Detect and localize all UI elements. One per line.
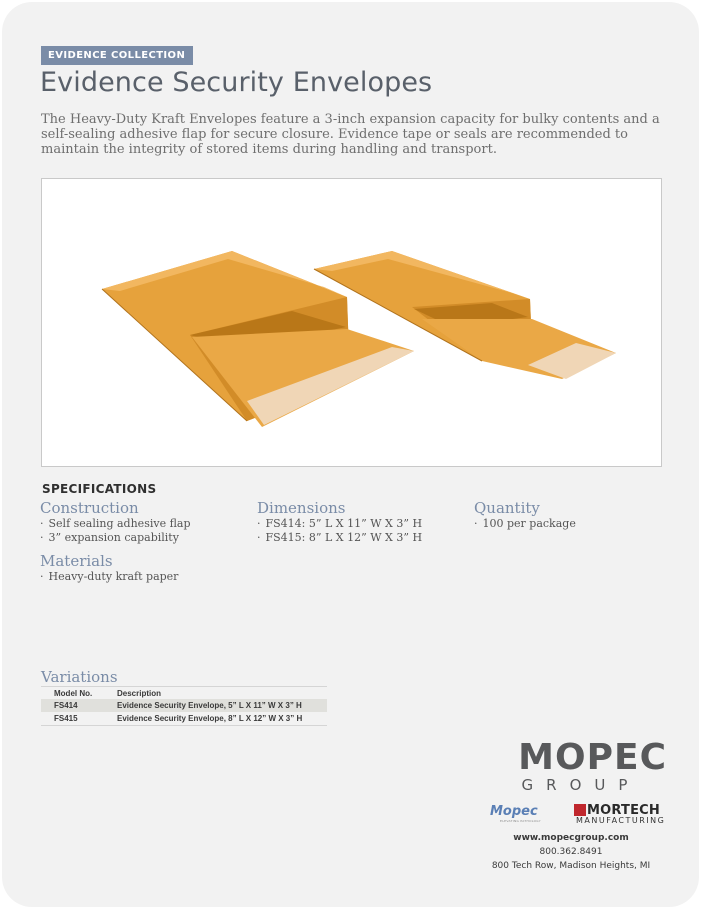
mortech-sub-logo-subtitle: MANUFACTURING — [576, 816, 666, 825]
spec-quantity-title: Quantity — [474, 499, 540, 517]
table-row — [41, 712, 327, 726]
spec-construction-item: · 3” expansion capability — [40, 531, 191, 545]
product-photo — [41, 178, 662, 467]
spec-quantity-item: · 100 per package — [474, 517, 576, 531]
spec-materials-item: · Heavy-duty kraft paper — [40, 570, 178, 584]
variations-title: Variations — [41, 668, 118, 686]
spec-sheet-page — [2, 2, 699, 907]
mortech-square-icon — [574, 804, 586, 816]
logo-mopec-wordmark: MOPEC — [518, 737, 667, 778]
specifications-heading: SPECIFICATIONS — [42, 482, 157, 496]
spec-construction-title: Construction — [40, 499, 139, 517]
table-row — [41, 699, 327, 712]
category-badge: EVIDENCE COLLECTION — [41, 46, 193, 65]
page-title: Evidence Security Envelopes — [40, 67, 433, 98]
column-header-model: Model No. — [41, 687, 117, 700]
address: 800 Tech Row, Madison Heights, MI — [491, 861, 651, 871]
column-header-description: Description — [117, 687, 327, 700]
mopec-sub-logo-tagline: ELEVATING PATHOLOGY — [500, 819, 541, 823]
spec-quantity — [474, 499, 576, 531]
sub-brand-logos — [490, 804, 670, 828]
phone-number: 800.362.8491 — [539, 847, 603, 857]
mopec-sub-logo: Mopec — [490, 804, 538, 819]
model-cell: FS415 — [41, 712, 117, 726]
spec-dimensions-item: · FS414: 5” L X 11” W X 3” H — [257, 517, 422, 531]
spec-dimensions-title: Dimensions — [257, 499, 346, 517]
spec-materials — [40, 552, 178, 584]
logo-group-wordmark: GROUP — [521, 776, 641, 794]
spec-dimensions-item: · FS415: 8” L X 12” W X 3” H — [257, 531, 422, 545]
mortech-sub-logo: MORTECH — [587, 803, 660, 818]
kraft-envelopes-illustration — [42, 179, 661, 466]
intro-paragraph: The Heavy-Duty Kraft Envelopes feature a 3-inch expansion capacity for bulky contents and a self-sealing adhesive flap for secure closure. Evidence tape or seals are recommended to maintain the integrity of stored items during handling and transport. — [41, 112, 660, 157]
model-cell: FS414 — [41, 699, 117, 712]
variations-table — [41, 686, 327, 726]
mopec-group-logo — [487, 737, 667, 794]
spec-materials-title: Materials — [40, 552, 113, 570]
spec-construction-item: · Self sealing adhesive flap — [40, 517, 191, 531]
variations-header-row — [41, 687, 327, 700]
website-link[interactable]: www.mopecgroup.com — [513, 833, 629, 843]
contact-info — [472, 831, 670, 873]
description-cell: Evidence Security Envelope, 5” L X 11” W X 3” H — [117, 699, 327, 712]
description-cell: Evidence Security Envelope, 8” L X 12” W X 3” H — [117, 712, 327, 726]
spec-dimensions — [257, 499, 422, 545]
spec-construction — [40, 499, 191, 545]
